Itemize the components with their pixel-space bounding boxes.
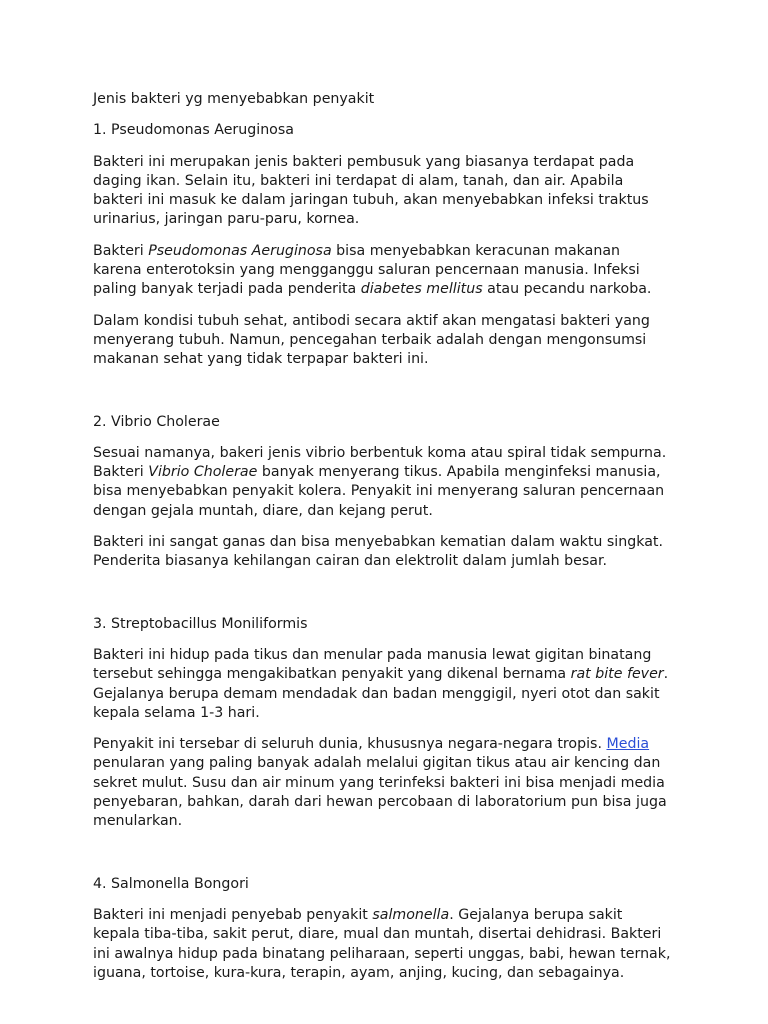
paragraph (93, 735, 673, 831)
text-run: atau pecandu narkoba. (482, 281, 652, 298)
paragraph: Bakteri ini merupakan jenis bakteri pembusuk yang biasanya terdapat pada daging ikan. Selain itu, bakteri ini terdapat di alam, tanah, dan air. Apabila bakteri ini masuk ke dalam jaringan tubuh, akan menyebabkan infeksi traktus urinarius, jaringan paru-paru, kornea. (93, 153, 649, 228)
text-run: Sesuai namanya, bakeri jenis vibrio berbentuk koma atau spiral tidak sempurna. Bakteri (93, 444, 667, 481)
document-page (93, 90, 673, 995)
section-spacer (93, 844, 673, 875)
text-run: banyak menyerang tikus. Apabila menginfeksi manusia, bisa menyebabkan penyakit kolera. Penyakit ini menyerang saluran pencernaan dengan gejala muntah, diare, dan kejang perut. (93, 464, 665, 519)
document-title: Jenis bakteri yg menyebabkan penyakit (93, 91, 375, 107)
italic-text: diabetes mellitus (360, 281, 483, 298)
italic-text: Vibrio Cholerae (148, 464, 258, 481)
text-run: bisa menyebabkan keracunan makanan karena enterotoksin yang mengganggu saluran pencernaan manusia. Infeksi paling banyak terjadi pada penderita (93, 242, 640, 298)
text-run: penularan yang paling banyak adalah melalui gigitan tikus atau air kencing dan sekret mulut. Susu dan air minum yang terinfeksi bakteri ini bisa menjadi media penyebaran, bahkan, darah dari hewan percobaan di laboratorium pun bisa juga menularkan. (93, 755, 667, 830)
paragraph (93, 444, 673, 521)
paragraph (93, 906, 673, 983)
paragraph (93, 242, 673, 300)
section-heading-vibrio: 2. Vibrio Cholerae (93, 413, 220, 430)
italic-text: salmonella (372, 906, 450, 923)
section-heading-streptobacillus: 3. Streptobacillus Moniliformis (93, 615, 308, 632)
media-link[interactable]: Media (606, 736, 650, 753)
text-run: Bakteri (93, 242, 149, 259)
paragraph: Bakteri ini sangat ganas dan bisa menyebabkan kematian dalam waktu singkat. Penderita biasanya kehilangan cairan dan elektrolit dalam jumlah besar. (93, 534, 663, 570)
text-run: . Gejalanya berupa demam mendadak dan badan menggigil, nyeri otot dan sakit kepala selama 1-3 hari. (93, 666, 669, 721)
italic-text: Pseudomonas Aeruginosa (148, 242, 332, 259)
text-run: . Gejalanya berupa sakit kepala tiba-tiba, sakit perut, diare, mual dan muntah, disertai dehidrasi. Bakteri ini awalnya hidup pada binatang peliharaan, seperti unggas, babi, hewan ternak, iguana, tortoise, kura-kura, terapin, ayam, anjing, kucing, dan sebagainya. (93, 906, 671, 981)
text-run: Bakteri ini hidup pada tikus dan menular pada manusia lewat gigitan binatang tersebut sehingga mengakibatkan penyakit yang dikenal bernama (93, 646, 652, 683)
section-spacer (93, 382, 673, 413)
paragraph (93, 646, 673, 723)
section-heading-pseudomonas: 1. Pseudomonas Aeruginosa (93, 122, 294, 139)
text-run: Penyakit ini tersebar di seluruh dunia, khususnya negara-negara tropis. (93, 736, 607, 753)
italic-text: rat bite fever (570, 666, 664, 683)
section-spacer (93, 584, 673, 615)
text-run: Bakteri ini menjadi penyebab penyakit (93, 906, 373, 923)
paragraph: Dalam kondisi tubuh sehat, antibodi secara aktif akan mengatasi bakteri yang menyerang tubuh. Namun, pencegahan terbaik adalah dengan mengonsumsi makanan sehat yang tidak terpapar bakteri ini. (93, 312, 650, 368)
section-heading-salmonella: 4. Salmonella Bongori (93, 875, 249, 892)
